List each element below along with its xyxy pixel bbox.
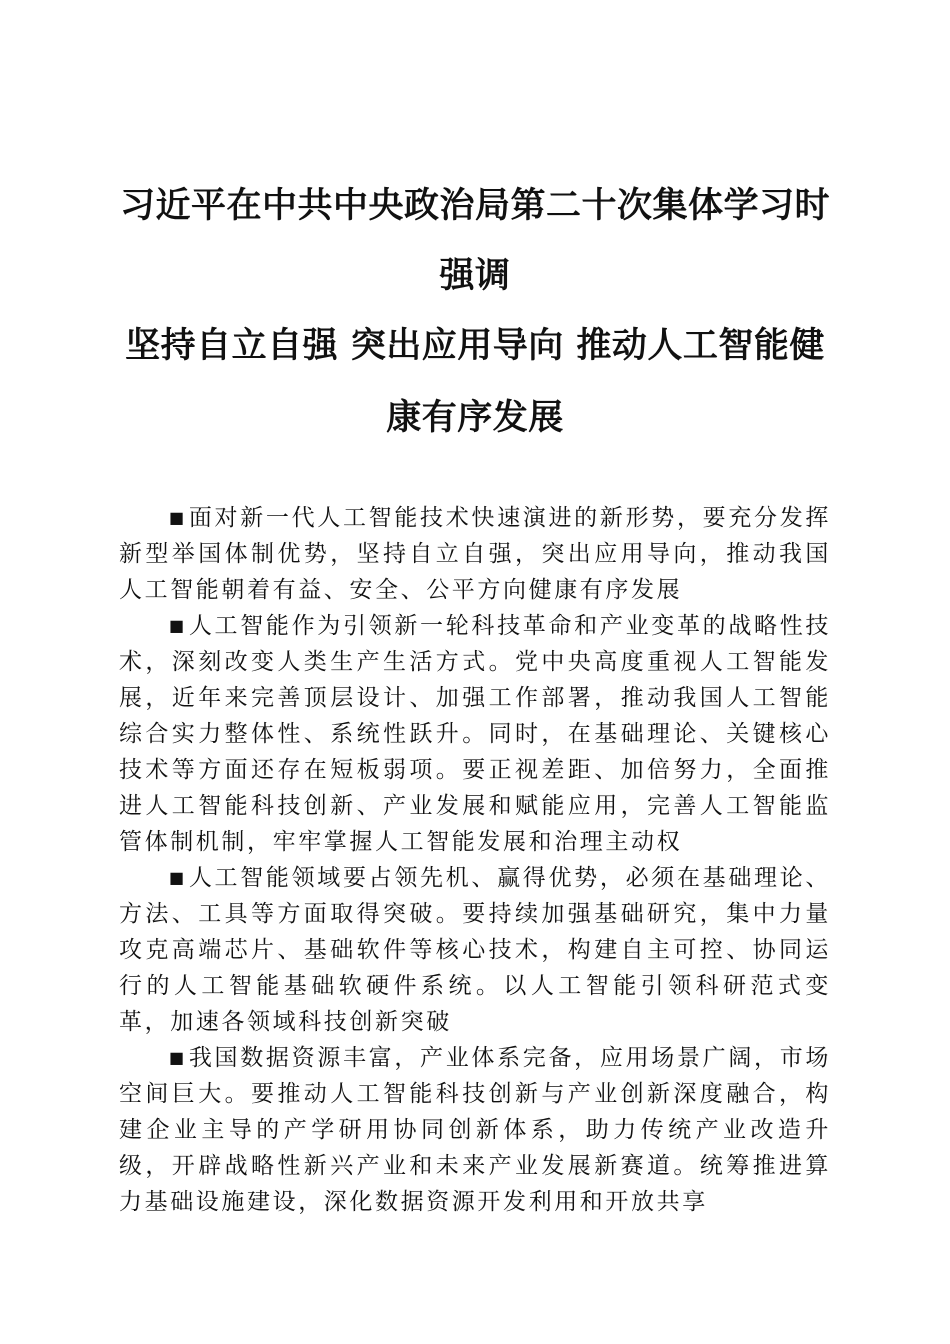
bullet-icon: ■ bbox=[169, 508, 187, 527]
paragraph-text: 面对新一代人工智能技术快速演进的新形势，要充分发挥新型举国体制优势，坚持自立自强，突出应用导向，推动我国人工智能朝着有益、安全、公平方向健康有序发展 bbox=[119, 505, 832, 603]
title-line-4: 康有序发展 bbox=[386, 397, 564, 438]
paragraph-1 bbox=[119, 500, 831, 608]
bullet-icon: ■ bbox=[169, 868, 187, 887]
bullet-icon: ■ bbox=[169, 1048, 187, 1067]
paragraph-2 bbox=[119, 608, 831, 860]
paragraph-text: 人工智能作为引领新一轮科技革命和产业变革的战略性技术，深刻改变人类生产生活方式。党中央高度重视人工智能发展，近年来完善顶层设计、加强工作部署，推动我国人工智能综合实力整体性、系统性跃升。同时，在基础理论、关键核心技术等方面还存在短板弱项。要正视差距、加倍努力，全面推进人工智能科技创新、产业发展和赋能应用，完善人工智能监管体制机制，牢牢掌握人工智能发展和治理主动权 bbox=[119, 613, 832, 855]
paragraph-text: 人工智能领域要占领先机、赢得优势，必须在基础理论、方法、工具等方面取得突破。要持续加强基础研究，集中力量攻克高端芯片、基础软件等核心技术，构建自主可控、协同运行的人工智能基础软硬件系统。以人工智能引领科研范式变革，加速各领域科技创新突破 bbox=[119, 865, 832, 1035]
title-line-2: 强调 bbox=[439, 255, 511, 296]
paragraph-3 bbox=[119, 860, 831, 1040]
paragraph-text: 我国数据资源丰富，产业体系完备，应用场景广阔，市场空间巨大。要推动人工智能科技创新与产业创新深度融合，构建企业主导的产学研用协同创新体系，助力传统产业改造升级，开辟战略性新兴产业和未来产业发展新赛道。统筹推进算力基础设施建设，深化数据资源开发利用和开放共享 bbox=[119, 1045, 832, 1215]
title-line-3: 坚持自立自强 突出应用导向 推动人工智能健 bbox=[125, 325, 825, 366]
document-title bbox=[95, 185, 855, 438]
title-line-1: 习近平在中共中央政治局第二十次集体学习时 bbox=[119, 185, 830, 226]
document-body bbox=[119, 500, 831, 1220]
paragraph-4 bbox=[119, 1040, 831, 1220]
bullet-icon: ■ bbox=[169, 616, 187, 635]
